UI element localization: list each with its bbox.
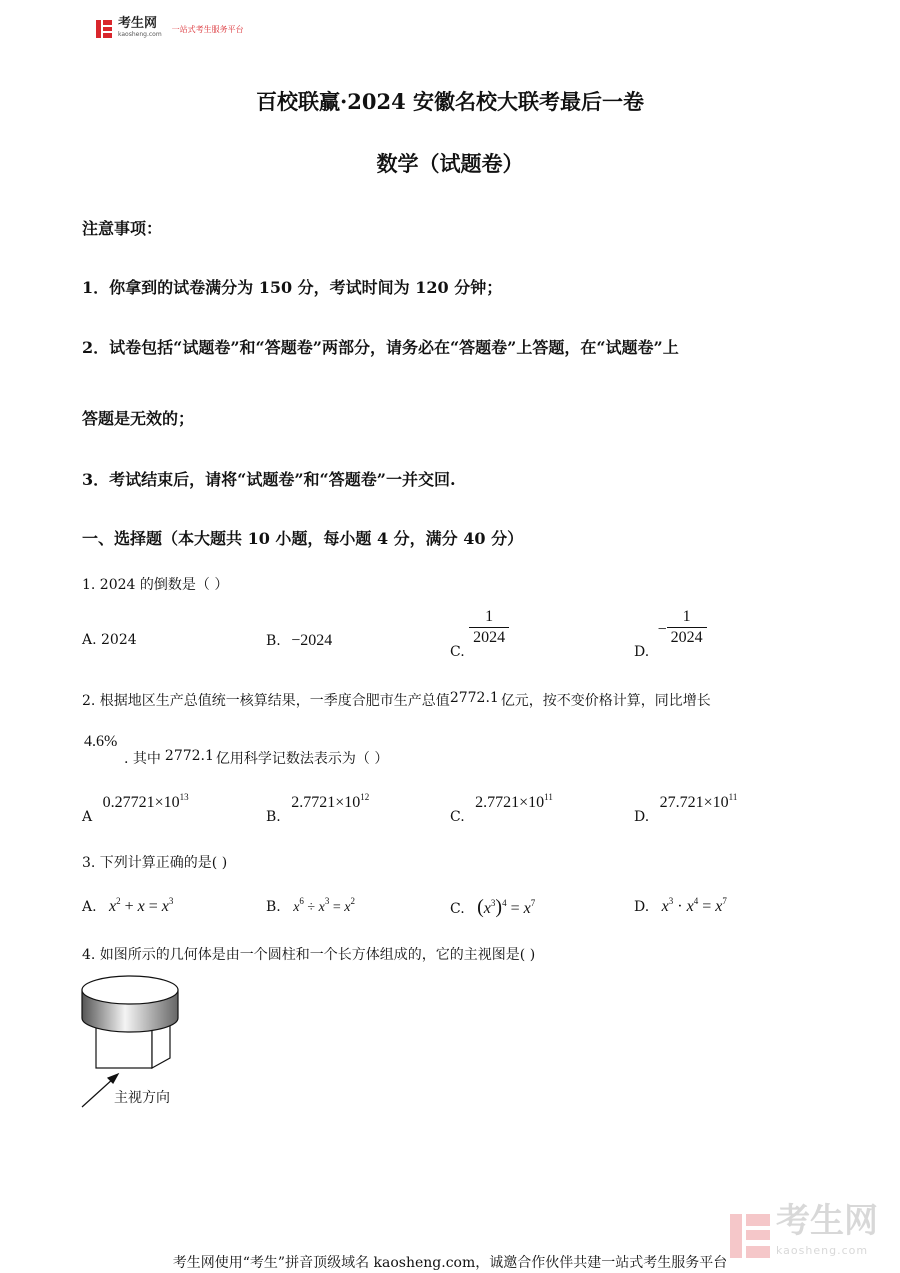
watermark: 考生网 kaosheng.com: [730, 1206, 878, 1266]
view-direction-label: 主视方向: [114, 1090, 170, 1106]
question-4-stem: 4. 如图所示的几何体是由一个圆柱和一个长方体组成的，它的主视图是( ): [82, 947, 536, 963]
notice-item: 答题是无效的；: [82, 409, 195, 428]
page-subtitle: 数学（试题卷）: [376, 151, 524, 176]
notice-item: 1．你拿到的试卷满分为 150 分，考试时间为 120 分钟；: [82, 278, 503, 297]
brand-name: 考生网 kaosheng.com: [118, 16, 162, 38]
section-heading: 一、选择题（本大题共 10 小题，每小题 4 分，满分 40 分）: [82, 529, 524, 548]
footer-text: 考生网使用“考生”拼音顶级域名 kaosheng.com，诚邀合作伙伴共建一站式考生服务平台: [172, 1255, 728, 1271]
q1-option-a: A. 2024: [82, 632, 137, 648]
header-logo: [96, 18, 244, 40]
page-title: 百校联赢·2024 安徽名校大联考最后一卷: [255, 89, 645, 114]
question-3-stem: 3. 下列计算正确的是( ): [82, 855, 228, 871]
question-2-stem: 2. 根据地区生产总值统一核算结果，一季度合肥市生产总值2772.1 亿元，按不变价格计算，同比增长: [82, 690, 711, 709]
q3-option-a: A. $x^2 + x = x^3$: [82, 896, 174, 915]
fraction: $\frac{1}{2024}$: [667, 607, 707, 648]
q3-option-c: C. $(x^3)^4 = x^7$: [450, 896, 536, 918]
question-2-stem-cont: . 其中 2772.1 亿用科学记数法表示为（ ）: [124, 748, 389, 767]
q2-option-b: B. $2.7721\times 10^{12}$: [266, 792, 370, 825]
q1-option-c: C. $\frac{1}{2024}$: [450, 607, 509, 648]
q2-percent: 4.6%: [84, 733, 118, 750]
cylinder-shape: [82, 976, 178, 1032]
q2-option-d: D. $27.721\times 10^{11}$: [634, 792, 738, 825]
q1-option-d: D. − $\frac{1}{2024}$: [634, 607, 707, 648]
notice-item: 3．考试结束后，请将“试题卷”和“答题卷”一并交回.: [82, 470, 456, 489]
question-1-stem: 1. 2024 的倒数是（ ）: [82, 577, 229, 593]
q2-option-c: C. $2.7721\times 10^{11}$: [450, 792, 553, 825]
fraction: $\frac{1}{2024}$: [469, 607, 509, 648]
slogan: 一站式考生服务平台: [171, 24, 244, 34]
notice-item: 2．试卷包括“试题卷”和“答题卷”两部分，请务必在“答题卷”上答题，在“试题卷”上: [82, 338, 679, 357]
q2-option-a: A $0.27721\times 10^{13}$: [82, 792, 189, 825]
view-direction-arrow-icon: [82, 1074, 118, 1107]
kaosheng-logo-icon: [96, 20, 112, 38]
q3-option-d: D. $x^3 \cdot x^4 = x^7$: [634, 896, 727, 915]
q1-option-b: B. −2024: [266, 632, 333, 649]
q3-option-b: B. $x^6 \div x^3 = x^2$: [266, 896, 355, 915]
notice-heading: 注意事项：: [82, 219, 163, 238]
